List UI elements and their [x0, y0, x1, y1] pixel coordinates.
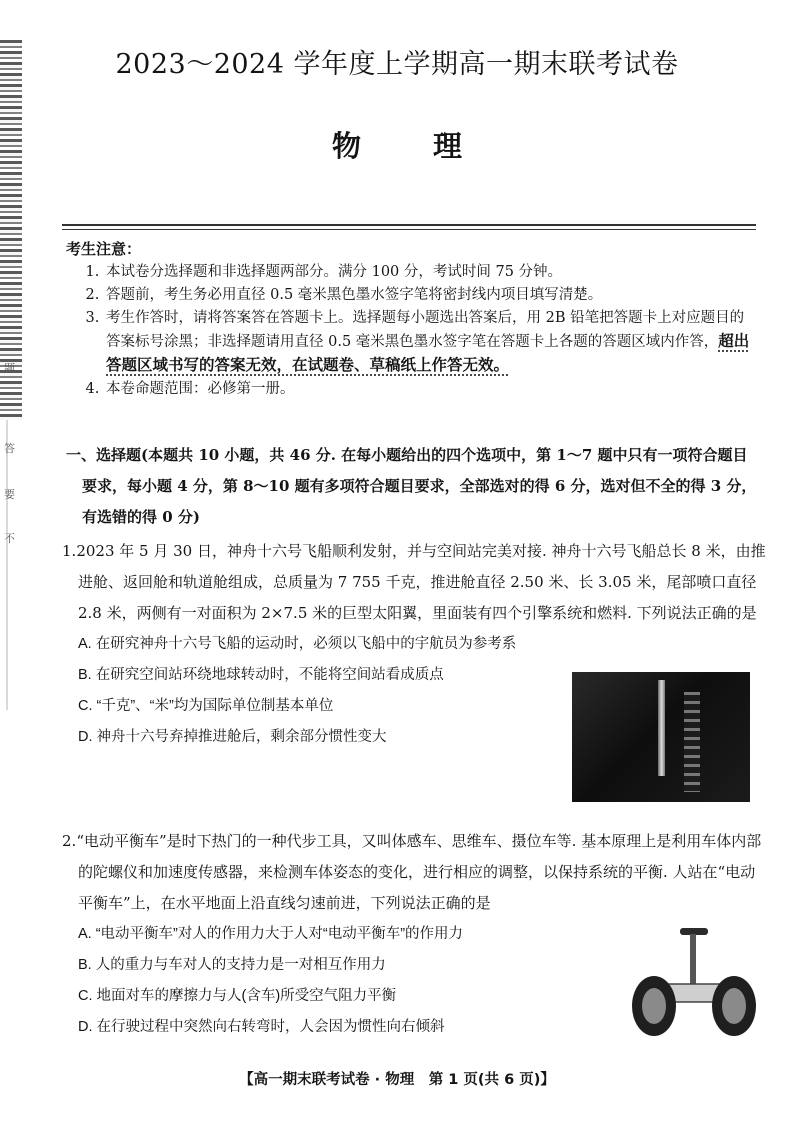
notice-item: 4. 本卷命题范围：必修第一册。	[104, 378, 756, 401]
option-d: D. 神舟十六号弃掉推进舱后，剩余部分惯性变大	[78, 729, 387, 745]
notice-item-text: 考生作答时，请将答案答在答题卡上。选择题每小题选出答案后，用 2B 铅笔把答题卡上对应题目的答案标号涂黑；非选择题请用直径 0.5 毫米黑色墨水签字笔在答题卡上各题的答题区域内作答，	[106, 310, 745, 350]
option-a: A. 在研究神舟十六号飞船的运动时，必须以飞船中的宇航员为参考系	[78, 636, 517, 652]
candidate-notice	[66, 238, 756, 401]
notice-emphasis: 超出答题区域书写的答案无效，在试题卷、草稿纸上作答无效。	[106, 332, 750, 374]
launch-tower-shape	[684, 692, 700, 792]
header-rule	[62, 224, 756, 226]
question-text: 2023 年 5 月 30 日，神舟十六号飞船顺利发射，并与空间站完美对接. 神舟十六号飞船总长 8 米，由推进舱、返回舱和轨道舱组成，总质量为 7 755 千克，推进舱直径 2.50 米、长 3.05 米，尾部喷口直径2.8 米，两侧有一对面积为 2×7.5 米的巨型太阳翼，里面装有四个引擎系统和燃料. 下列说法正确的是	[76, 542, 766, 622]
option-b: B. 在研究空间站环绕地球转动时，不能将空间站看成质点	[78, 667, 444, 683]
question-stem	[62, 826, 768, 919]
exam-title: 2023～2024 学年度上学期高一期末联考试卷	[115, 49, 679, 80]
question-text: “电动平衡车”是时下热门的一种代步工具，又叫体感车、思维车、摄位车等. 基本原理上是利用车体内部的陀螺仪和加速度传感器，来检测车体姿态的变化，进行相应的调整，以保持系统的平衡. 人站在“电动平衡车”上，在水平地面上沿直线匀速前进，下列说法正确的是	[76, 832, 762, 912]
rocket-launch-photo	[572, 672, 750, 802]
binding-mark: 不	[4, 532, 15, 545]
header-rule-thin	[62, 229, 756, 230]
subject-title: 物 理	[331, 129, 463, 163]
option-a: A. “电动平衡车”对人的作用力大于人对“电动平衡车”的作用力	[78, 926, 464, 942]
balance-scooter-illustration	[622, 918, 762, 1044]
question-stem	[62, 536, 768, 629]
page-footer: 【高一期末联考试卷 · 物理 第 1 页(共 6 页)】	[239, 1072, 555, 1088]
binding-mark: 答	[4, 442, 15, 455]
notice-item: 2. 答题前，考生务必用直径 0.5 毫米黑色墨水签字笔将密封线内项目填写清楚。	[104, 284, 756, 307]
question-number: 2.	[62, 832, 77, 850]
question-number: 1.	[62, 542, 77, 560]
option-c: C. “千克”、“米”均为国际单位制基本单位	[78, 698, 334, 714]
rocket-shape	[658, 680, 665, 776]
binding-mark: 要	[4, 488, 15, 501]
binding-mark: 题	[4, 362, 15, 375]
option-b: B. 人的重力与车对人的支持力是一对相互作用力	[78, 957, 386, 973]
option-d: D. 在行驶过程中突然向右转弯时，人会因为惯性向右倾斜	[78, 1019, 445, 1035]
scooter-handlebar	[680, 928, 708, 935]
notice-heading: 考生注意：	[66, 240, 142, 258]
notice-item: 1. 本试卷分选择题和非选择题两部分。满分 100 分，考试时间 75 分钟。	[104, 261, 756, 284]
section-heading: 一、选择题(本题共 10 小题，共 46 分. 在每小题给出的四个选项中，第 1～7 题中只有一项符合题目要求，每小题 4 分，第 8～10 题有多项符合题目要求，全部选对的得 6 分，选对但不全的得 3 分，有选错的得 0 分)	[66, 446, 757, 526]
notice-list	[66, 261, 756, 401]
notice-item	[104, 307, 756, 378]
option-c: C. 地面对车的摩擦力与人(含车)所受空气阻力平衡	[78, 988, 397, 1004]
scooter-stem	[690, 934, 696, 986]
seal-line	[6, 420, 8, 710]
